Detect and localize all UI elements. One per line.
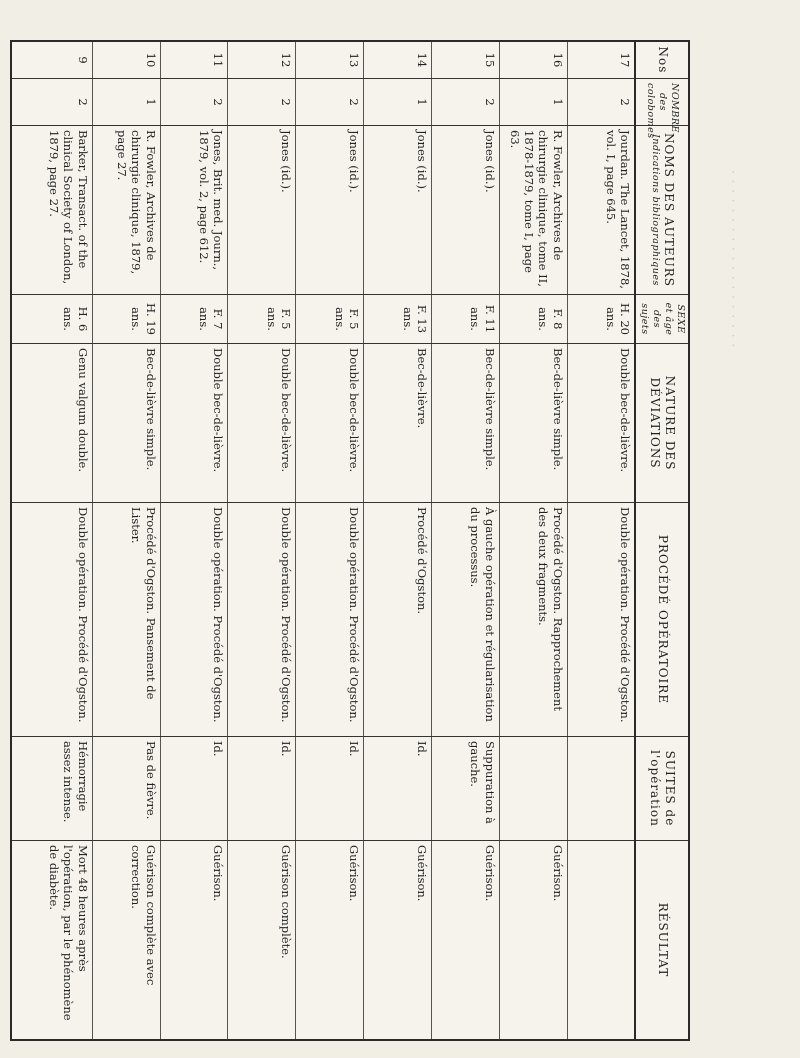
post-op-course-cell: Hémorragie assez intense. bbox=[11, 737, 92, 841]
deviation-nature-cell: Bec-de-lièvre simple. bbox=[92, 344, 160, 503]
case-number-cell: 16 bbox=[499, 41, 567, 79]
result-cell: Guérison. bbox=[499, 841, 567, 1041]
post-op-course-cell: Pas de fièvre. bbox=[92, 737, 160, 841]
result-cell: Guérison. bbox=[160, 841, 228, 1041]
authors-citation-cell: Jones (id.). bbox=[228, 126, 296, 295]
table-row bbox=[431, 41, 499, 1040]
case-number-cell: 17 bbox=[567, 41, 635, 79]
case-number-cell: 12 bbox=[228, 41, 296, 79]
result-cell: Guérison complète. bbox=[228, 841, 296, 1041]
header-nature: NATURE DES DÉVIATIONS bbox=[636, 344, 690, 503]
coloboma-count-cell: 1 bbox=[364, 79, 432, 126]
sex-age-cell: F. 5 ans. bbox=[296, 295, 364, 344]
result-cell: Guérison complète avec correction. bbox=[92, 841, 160, 1041]
header-sex: SEXE et âge des sujets bbox=[636, 295, 690, 344]
authors-citation-cell: Jones, Brit. med. Journ., 1879, vol. 2, page 612. bbox=[160, 126, 228, 295]
table-row bbox=[296, 41, 364, 1040]
post-op-course-cell: Id. bbox=[296, 737, 364, 841]
operative-procedure-cell: Procédé d'Ogston. Pansement de Lister. bbox=[92, 503, 160, 737]
operative-procedure-cell: Double opération. Procédé d'Ogston. bbox=[160, 503, 228, 737]
sex-age-cell: F. 7 ans. bbox=[160, 295, 228, 344]
authors-citation-cell: Barker, Transact. of the clinical Society of London, 1879, page 27. bbox=[11, 126, 92, 295]
sex-age-cell: F. 8 ans. bbox=[499, 295, 567, 344]
post-op-course-cell: Id. bbox=[228, 737, 296, 841]
sex-age-cell: F. 5 ans. bbox=[228, 295, 296, 344]
authors-citation-cell: R. Fowler, Archives de chirurgie clinique, tome II, 1878-1879, tome I, page 63. bbox=[499, 126, 567, 295]
coloboma-count-cell: 1 bbox=[92, 79, 160, 126]
coloboma-count-cell: 2 bbox=[160, 79, 228, 126]
header-procedure: PROCÉDÉ OPÉRATOIRE bbox=[636, 503, 690, 737]
authors-citation-cell: R. Fowler, Archives de chirurgie clinique, 1879, page 27. bbox=[92, 126, 160, 295]
deviation-nature-cell: Double bec-de-lièvre. bbox=[228, 344, 296, 503]
case-number-cell: 10 bbox=[92, 41, 160, 79]
authors-citation-cell: Jones (id.). bbox=[296, 126, 364, 295]
deviation-nature-cell: Bec-de-lièvre. bbox=[364, 344, 432, 503]
result-cell: Guérison. bbox=[296, 841, 364, 1041]
post-op-course-cell bbox=[567, 737, 635, 841]
operative-procedure-cell: Double opération. Procédé d'Ogston. bbox=[296, 503, 364, 737]
header-authors: NOMS DES AUTEURS Indications bibliographiques bbox=[636, 126, 690, 295]
table-row bbox=[160, 41, 228, 1040]
result-cell: Guérison. bbox=[431, 841, 499, 1041]
post-op-course-cell: Suppuration à gauche. bbox=[431, 737, 499, 841]
deviation-nature-cell: Double bec-de-lièvre. bbox=[160, 344, 228, 503]
coloboma-count-cell: 2 bbox=[431, 79, 499, 126]
header-count: NOMBRE des colobomes bbox=[636, 79, 690, 126]
deviation-nature-cell: Bec-de-lièvre simple. bbox=[431, 344, 499, 503]
table-body bbox=[11, 41, 636, 1040]
result-cell: Mort 48 heures après l'opération, par le phénomène de diabète. bbox=[11, 841, 92, 1041]
case-number-cell: 15 bbox=[431, 41, 499, 79]
sex-age-cell: H. 19 ans. bbox=[92, 295, 160, 344]
operative-procedure-cell: Procédé d'Ogston. Rapprochement des deux fragments. bbox=[499, 503, 567, 737]
post-op-course-cell bbox=[499, 737, 567, 841]
deviation-nature-cell: Genu valgum double. bbox=[11, 344, 92, 503]
sex-age-cell: H. 20 ans. bbox=[567, 295, 635, 344]
post-op-course-cell: Id. bbox=[160, 737, 228, 841]
coloboma-count-cell: 2 bbox=[11, 79, 92, 126]
operative-procedure-cell: Double opération. Procédé d'Ogston. bbox=[228, 503, 296, 737]
authors-citation-cell: Jourdan. The Lancet, 1878, vol. I, page 645. bbox=[567, 126, 635, 295]
post-op-course-cell: Id. bbox=[364, 737, 432, 841]
table-row bbox=[228, 41, 296, 1040]
sex-age-cell: F. 13 ans. bbox=[364, 295, 432, 344]
table-row bbox=[92, 41, 160, 1040]
header-result: RÉSULTAT bbox=[636, 841, 690, 1041]
deviation-nature-cell: Bec-de-lièvre simple. bbox=[499, 344, 567, 503]
deviation-nature-cell: Double bec-de-lièvre. bbox=[296, 344, 364, 503]
operative-procedure-cell: Double opération. Procédé d'Ogston. bbox=[11, 503, 92, 737]
header-suites: SUITES de l'opération bbox=[636, 737, 690, 841]
sex-age-cell: F. 11 ans. bbox=[431, 295, 499, 344]
authors-citation-cell: Jones (id.). bbox=[431, 126, 499, 295]
table-row bbox=[11, 41, 92, 1040]
coloboma-count-cell: 1 bbox=[499, 79, 567, 126]
table-header-row bbox=[636, 41, 690, 1040]
clinical-cases-table bbox=[10, 40, 690, 1041]
case-number-cell: 9 bbox=[11, 41, 92, 79]
coloboma-count-cell: 2 bbox=[228, 79, 296, 126]
case-number-cell: 11 bbox=[160, 41, 228, 79]
case-number-cell: 13 bbox=[296, 41, 364, 79]
table-row bbox=[364, 41, 432, 1040]
coloboma-count-cell: 2 bbox=[296, 79, 364, 126]
table-row bbox=[499, 41, 567, 1040]
result-cell bbox=[567, 841, 635, 1041]
sex-age-cell: H. 6 ans. bbox=[11, 295, 92, 344]
bleed-through-text: · · · · · · · · · · · · · · · · · · · bbox=[726, 170, 740, 349]
operative-procedure-cell: Double opération. Procédé d'Ogston. bbox=[567, 503, 635, 737]
authors-citation-cell: Jones (id.). bbox=[364, 126, 432, 295]
case-number-cell: 14 bbox=[364, 41, 432, 79]
coloboma-count-cell: 2 bbox=[567, 79, 635, 126]
operative-procedure-cell: À gauche opération et régularisation du processus. bbox=[431, 503, 499, 737]
table-row bbox=[567, 41, 635, 1040]
deviation-nature-cell: Double bec-de-lièvre. bbox=[567, 344, 635, 503]
header-num: Nos bbox=[636, 41, 690, 79]
operative-procedure-cell: Procédé d'Ogston. bbox=[364, 503, 432, 737]
result-cell: Guérison. bbox=[364, 841, 432, 1041]
